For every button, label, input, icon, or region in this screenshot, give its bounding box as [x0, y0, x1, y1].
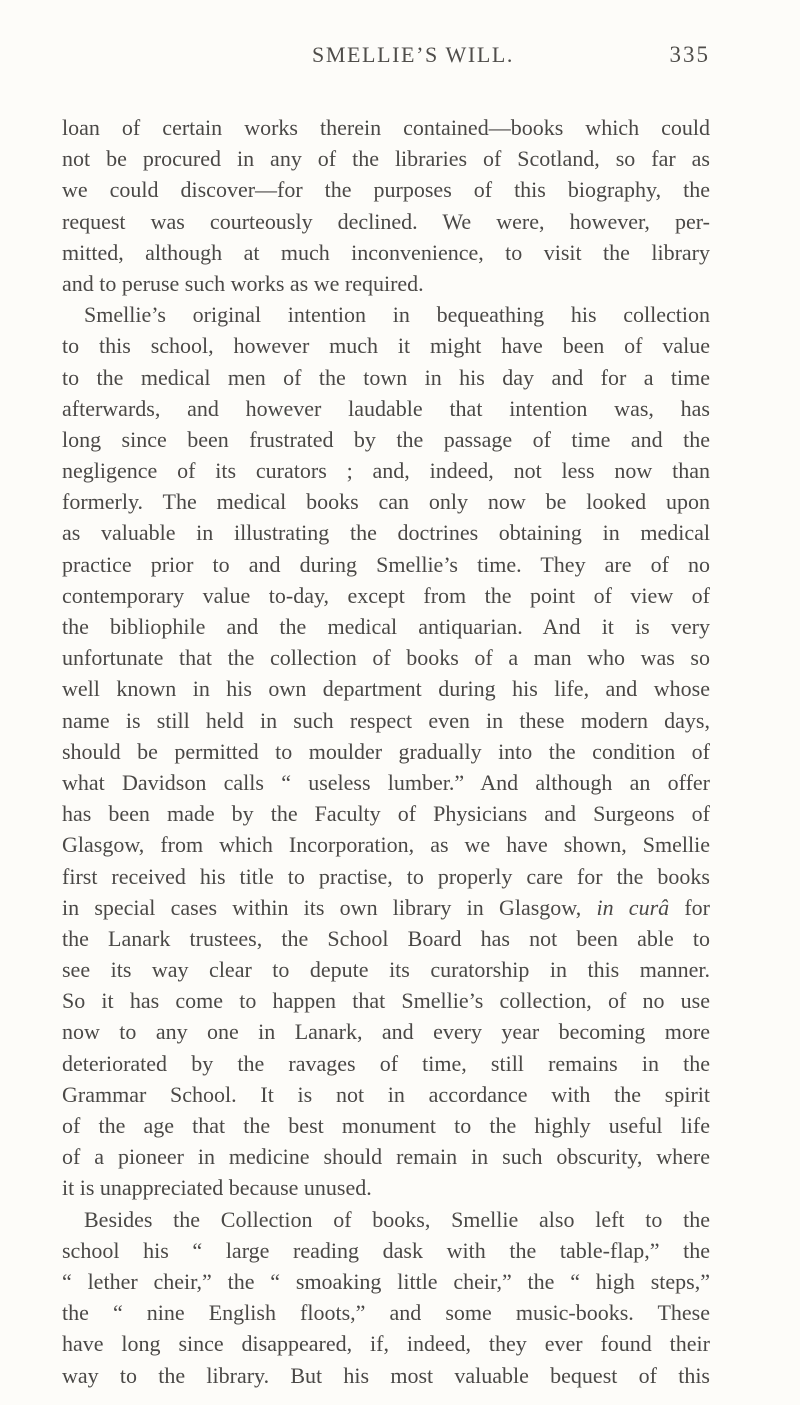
text-line: contemporary value to-day, except from the point of view of	[62, 582, 710, 608]
text-line: should be permitted to moulder gradually into the condition of	[62, 738, 710, 764]
text-line: the Lanark trustees, the School Board has not been able to	[62, 925, 710, 951]
text-line: the “ nine English floots,” and some music-books. These	[62, 1300, 710, 1326]
text-line: first received his title to practise, to properly care for the books	[62, 863, 710, 889]
text-line: the bibliophile and the medical antiquarian. And it is very	[62, 614, 710, 639]
text-line: negligence of its curators ; and, indeed, not less now than	[62, 458, 710, 484]
text-line: way to the library. But his most valuable bequest of this	[62, 1362, 710, 1388]
text-line: have long since disappeared, if, indeed, they ever found their	[62, 1331, 710, 1357]
latin-phrase: in curâ	[596, 894, 670, 920]
running-head	[312, 42, 710, 72]
text-line: Smellie’s original intention in bequeathing his collection	[84, 302, 710, 328]
text-line: Besides the Collection of books, Smellie also left to the	[84, 1206, 710, 1232]
text-line: and to peruse such works as we required.	[62, 270, 424, 296]
text-line: deteriorated by the ravages of time, still remains in the	[62, 1050, 710, 1076]
text-line: well known in his own department during his life, and whose	[62, 676, 710, 702]
text-line: So it has come to happen that Smellie’s collection, of no use	[62, 988, 710, 1014]
text-line: as valuable in illustrating the doctrines obtaining in medical	[62, 520, 710, 546]
text-line: Glasgow, from which Incorporation, as we have shown, Smellie	[62, 832, 710, 858]
text-line: name is still held in such respect even in these modern days,	[62, 707, 710, 733]
text-line: it is unappreciated because unused.	[62, 1175, 372, 1201]
text-line: to this school, however much it might have been of value	[62, 333, 710, 359]
text-line: loan of certain works therein contained—books which could	[62, 115, 710, 140]
text-line: Grammar School. It is not in accordance with the spirit	[62, 1081, 710, 1107]
text-line: see its way clear to depute its curatorship in this manner.	[62, 957, 710, 983]
text-line	[62, 892, 710, 923]
text-line: what Davidson calls “ useless lumber.” And although an offer	[62, 769, 710, 795]
text-segment: for	[684, 894, 710, 920]
text-line: has been made by the Faculty of Physicians and Surgeons of	[62, 801, 710, 827]
text-line: school his “ large reading dask with the table-flap,” the	[62, 1237, 710, 1263]
text-line: formerly. The medical books can only now be looked upon	[62, 489, 710, 515]
text-line: practice prior to and during Smellie’s time. They are of no	[62, 551, 710, 577]
text-line: “ lether cheir,” the “ smoaking little cheir,” the “ high steps,”	[62, 1268, 710, 1294]
text-line: long since been frustrated by the passage of time and the	[62, 426, 710, 452]
text-line: of a pioneer in medicine should remain in such obscurity, where	[62, 1144, 710, 1170]
text-line: unfortunate that the collection of books of a man who was so	[62, 645, 710, 671]
text-segment: in special cases within its own library in Glasgow,	[62, 894, 582, 920]
text-line: we could discover—for the purposes of this biography, the	[62, 177, 710, 203]
text-line: to the medical men of the town in his day and for a time	[62, 364, 710, 390]
text-line: mitted, although at much inconvenience, to visit the library	[62, 239, 710, 265]
running-title: SMELLIE’S WILL.	[312, 42, 515, 67]
page-number: 335	[669, 42, 710, 67]
body-text	[62, 112, 710, 1391]
text-line: not be procured in any of the libraries of Scotland, so far as	[62, 146, 710, 172]
text-line: of the age that the best monument to the highly useful life	[62, 1113, 710, 1138]
text-line: request was courteously declined. We were, however, per-	[62, 208, 710, 234]
text-line: now to any one in Lanark, and every year becoming more	[62, 1019, 710, 1045]
text-line: afterwards, and however laudable that intention was, has	[62, 395, 710, 421]
